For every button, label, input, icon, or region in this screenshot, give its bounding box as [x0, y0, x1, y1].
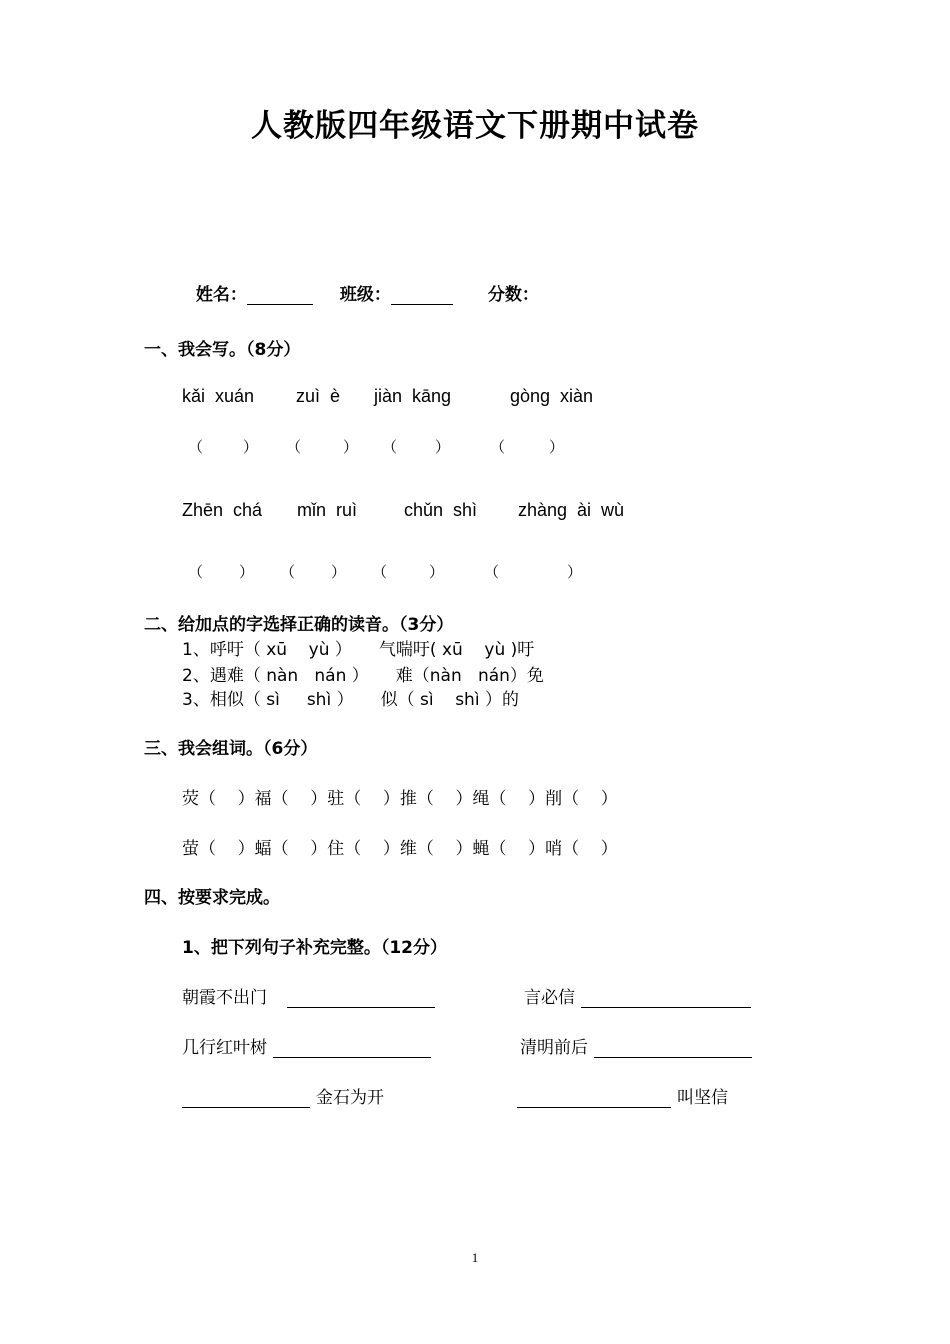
fill-item-1: 朝霞不出门 [182, 983, 435, 1008]
pinyin-3: jiàn kāng [374, 386, 452, 406]
reading-line-2: 2、遇难（ nàn nán ） 难（nàn nán）免 [182, 666, 544, 686]
section-3-heading: 三、我会组词。（6分） [144, 739, 318, 759]
fill-item-6: 叫坚信 [517, 1083, 728, 1108]
answer-paren-5[interactable]: （ ） [188, 563, 255, 581]
fill-blank-2[interactable] [581, 989, 751, 1008]
fill-blank-1[interactable] [287, 989, 435, 1008]
answer-paren-3[interactable]: （ ） [382, 438, 451, 456]
page-number: 1 [471, 1250, 479, 1265]
answer-paren-2[interactable]: （ ） [286, 438, 359, 456]
fill-item-5: 金石为开 [182, 1083, 384, 1108]
class-blank[interactable] [391, 284, 453, 305]
section-4-sub1-heading: 1、把下列句子补充完整。（12分） [182, 938, 447, 958]
fill-item-2: 言必信 [524, 983, 751, 1008]
name-field [184, 260, 313, 305]
answer-paren-6[interactable]: （ ） [280, 563, 347, 581]
answer-paren-7[interactable]: （ ） [372, 563, 445, 581]
page-title: 人教版四年级语文下册期中试卷 [251, 108, 699, 144]
pinyin-2: zuì è [296, 386, 341, 406]
score-label: 分数： [487, 285, 539, 305]
fill-item-3: 几行红叶树 [182, 1033, 431, 1058]
name-label: 姓名： [195, 285, 247, 305]
pinyin-5: Zhēn chá [182, 500, 263, 520]
pinyin-1: kǎi xuán [182, 386, 255, 406]
answer-paren-1[interactable]: （ ） [188, 438, 259, 456]
word-group-row-2[interactable]: 萤（ ）蝠（ ）住（ ）维（ ）蝇（ ）哨（ ） [182, 839, 618, 859]
pinyin-8: zhàng ài wù [518, 500, 625, 520]
answer-paren-4[interactable]: （ ） [490, 438, 565, 456]
section-1-heading: 一、我会写。（8分） [144, 340, 301, 360]
fill-blank-3[interactable] [273, 1039, 431, 1058]
section-2-heading: 二、给加点的字选择正确的读音。（3分） [144, 615, 454, 635]
name-blank[interactable] [247, 284, 313, 305]
fill-blank-4[interactable] [594, 1039, 752, 1058]
score-field [476, 260, 539, 305]
fill-item-4: 清明前后 [520, 1033, 752, 1058]
class-field [328, 260, 453, 305]
fill-blank-5[interactable] [182, 1089, 310, 1108]
pinyin-6: mǐn ruì [297, 500, 358, 520]
reading-line-3: 3、相似（ sì shì ） 似（ sì shì ）的 [182, 690, 519, 710]
reading-line-1: 1、呼吁（ xū yù ） 气喘吁( xū yù )吁 [182, 640, 535, 660]
fill-blank-6[interactable] [517, 1089, 671, 1108]
pinyin-4: gòng xiàn [510, 386, 594, 406]
section-4-heading: 四、按要求完成。 [144, 888, 280, 908]
answer-paren-8[interactable]: （ ） [484, 563, 583, 581]
class-label: 班级： [339, 285, 391, 305]
word-group-row-1[interactable]: 荧（ ）福（ ）驻（ ）推（ ）绳（ ）削（ ） [182, 789, 618, 809]
pinyin-7: chǔn shì [404, 500, 478, 520]
